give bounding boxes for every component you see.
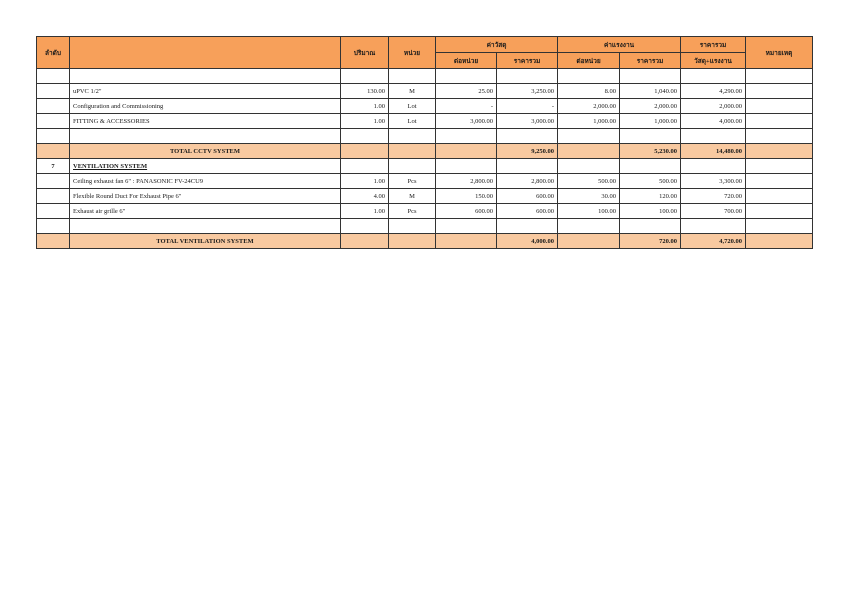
empty-cell	[389, 129, 436, 144]
cell-unit: M	[389, 84, 436, 99]
table-row	[37, 84, 813, 99]
cell-material-total: -	[497, 99, 558, 114]
total-material: 9,250.00	[497, 144, 558, 159]
cell-quantity: 1.00	[341, 204, 389, 219]
total-row	[37, 234, 813, 249]
cell-labor-unit-price: 30.00	[558, 189, 620, 204]
cell-remark	[746, 204, 813, 219]
empty-cell	[497, 129, 558, 144]
section-no: 7	[37, 159, 70, 174]
cell-material-total: 600.00	[497, 189, 558, 204]
total-labor: 720.00	[620, 234, 681, 249]
cell-grand-total: 720.00	[681, 189, 746, 204]
cell-labor-unit-price	[558, 234, 620, 249]
table-row	[37, 99, 813, 114]
blank-row	[37, 219, 813, 234]
cell-material-unit-price	[436, 234, 497, 249]
cell-remark	[746, 174, 813, 189]
total-labor: 5,230.00	[620, 144, 681, 159]
cell-material-unit-price: 3,000.00	[436, 114, 497, 129]
cell-remark	[746, 234, 813, 249]
cell-remark	[746, 99, 813, 114]
cell-description: uPVC 1/2"	[70, 84, 341, 99]
cell-unit	[389, 144, 436, 159]
header-total: ราคารวม	[681, 37, 746, 53]
empty-cell	[620, 129, 681, 144]
header-no: ลำดับ	[37, 37, 70, 69]
cell-labor-unit-price: 500.00	[558, 174, 620, 189]
cell-grand-total: 4,000.00	[681, 114, 746, 129]
cell-quantity: 1.00	[341, 99, 389, 114]
table-row	[37, 114, 813, 129]
empty-cell	[558, 159, 620, 174]
header-quantity: ปริมาณ	[341, 37, 389, 69]
cell-no	[37, 114, 70, 129]
cell-grand-total: 3,300.00	[681, 174, 746, 189]
empty-cell	[70, 129, 341, 144]
empty-cell	[746, 159, 813, 174]
total-grand: 4,720.00	[681, 234, 746, 249]
header-total-sub: วัสดุ+แรงงาน	[681, 53, 746, 69]
empty-cell	[341, 129, 389, 144]
cell-quantity: 130.00	[341, 84, 389, 99]
cell-material-unit-price: 25.00	[436, 84, 497, 99]
empty-cell	[746, 219, 813, 234]
cell-no	[37, 99, 70, 114]
cell-material-total: 3,000.00	[497, 114, 558, 129]
empty-cell	[37, 219, 70, 234]
header-labor-sum: ราคารวม	[620, 53, 681, 69]
cell-material-unit-price: 150.00	[436, 189, 497, 204]
section-row	[37, 159, 813, 174]
table-row	[37, 189, 813, 204]
blank-row	[37, 129, 813, 144]
cell-description: Exhaust air grille 6"	[70, 204, 341, 219]
cell-remark	[746, 114, 813, 129]
total-label: TOTAL CCTV SYSTEM	[70, 144, 341, 159]
cell-grand-total: 2,000.00	[681, 99, 746, 114]
header-material: ค่าวัสดุ	[436, 37, 558, 53]
empty-cell	[558, 219, 620, 234]
cell-labor-total: 1,000.00	[620, 114, 681, 129]
cell-material-total: 600.00	[497, 204, 558, 219]
boq-table	[36, 36, 813, 249]
cell-material-unit-price	[436, 144, 497, 159]
cell-description: Configuration and Commissioning	[70, 99, 341, 114]
cell-labor-total: 2,000.00	[620, 99, 681, 114]
cell-material-total: 2,800.00	[497, 174, 558, 189]
header-labor: ค่าแรงงาน	[558, 37, 681, 53]
total-row	[37, 144, 813, 159]
cell-grand-total: 4,290.00	[681, 84, 746, 99]
cell-description: Ceiling exhaust fan 6" : PANASONIC FV-24CU9	[70, 174, 341, 189]
empty-cell	[681, 129, 746, 144]
empty-cell	[497, 219, 558, 234]
cell-description: Flexible Round Duct For Exhaust Pipe 6"	[70, 189, 341, 204]
cell-material-unit-price: 600.00	[436, 204, 497, 219]
cell-grand-total: 700.00	[681, 204, 746, 219]
cell-labor-total: 100.00	[620, 204, 681, 219]
cell-labor-unit-price: 8.00	[558, 84, 620, 99]
cell-labor-total: 500.00	[620, 174, 681, 189]
empty-cell	[497, 159, 558, 174]
cell-remark	[746, 84, 813, 99]
total-grand: 14,480.00	[681, 144, 746, 159]
cell-unit: Lot	[389, 114, 436, 129]
cell-quantity	[341, 234, 389, 249]
cell-quantity: 4.00	[341, 189, 389, 204]
table-header	[37, 37, 813, 69]
empty-cell	[620, 159, 681, 174]
empty-cell	[341, 159, 389, 174]
table-row	[37, 174, 813, 189]
cell-quantity	[341, 144, 389, 159]
cell-unit: M	[389, 189, 436, 204]
empty-cell	[37, 129, 70, 144]
empty-cell	[746, 129, 813, 144]
empty-cell	[436, 129, 497, 144]
cell-material-unit-price: 2,800.00	[436, 174, 497, 189]
cell-labor-unit-price: 1,000.00	[558, 114, 620, 129]
cell-no	[37, 144, 70, 159]
header-unit: หน่วย	[389, 37, 436, 69]
empty-cell	[341, 219, 389, 234]
cell-material-unit-price: -	[436, 99, 497, 114]
empty-cell	[436, 159, 497, 174]
cell-no	[37, 84, 70, 99]
table-body	[37, 69, 813, 249]
spacer-row	[37, 69, 813, 84]
section-title: VENTILATION SYSTEM	[70, 159, 341, 174]
cell-labor-unit-price	[558, 144, 620, 159]
empty-cell	[70, 219, 341, 234]
cell-quantity: 1.00	[341, 114, 389, 129]
empty-cell	[436, 219, 497, 234]
cell-no	[37, 234, 70, 249]
empty-cell	[389, 219, 436, 234]
total-material: 4,000.00	[497, 234, 558, 249]
total-label: TOTAL VENTILATION SYSTEM	[70, 234, 341, 249]
cell-description: FITTING & ACCESSORIES	[70, 114, 341, 129]
empty-cell	[620, 219, 681, 234]
empty-cell	[558, 129, 620, 144]
header-material-per-unit: ต่อหน่วย	[436, 53, 497, 69]
empty-cell	[681, 159, 746, 174]
header-labor-per-unit: ต่อหน่วย	[558, 53, 620, 69]
cell-no	[37, 189, 70, 204]
empty-cell	[389, 159, 436, 174]
cell-remark	[746, 189, 813, 204]
table-row	[37, 204, 813, 219]
cell-labor-unit-price: 100.00	[558, 204, 620, 219]
cell-unit: Lot	[389, 99, 436, 114]
cell-unit: Pcs	[389, 174, 436, 189]
header-description	[70, 37, 341, 69]
cell-unit: Pcs	[389, 204, 436, 219]
header-remark: หมายเหตุ	[746, 37, 813, 69]
cell-labor-total: 120.00	[620, 189, 681, 204]
empty-cell	[681, 219, 746, 234]
cell-labor-unit-price: 2,000.00	[558, 99, 620, 114]
header-material-sum: ราคารวม	[497, 53, 558, 69]
cell-quantity: 1.00	[341, 174, 389, 189]
cell-no	[37, 204, 70, 219]
cell-no	[37, 174, 70, 189]
cell-unit	[389, 234, 436, 249]
cell-remark	[746, 144, 813, 159]
cell-labor-total: 1,040.00	[620, 84, 681, 99]
cell-material-total: 3,250.00	[497, 84, 558, 99]
